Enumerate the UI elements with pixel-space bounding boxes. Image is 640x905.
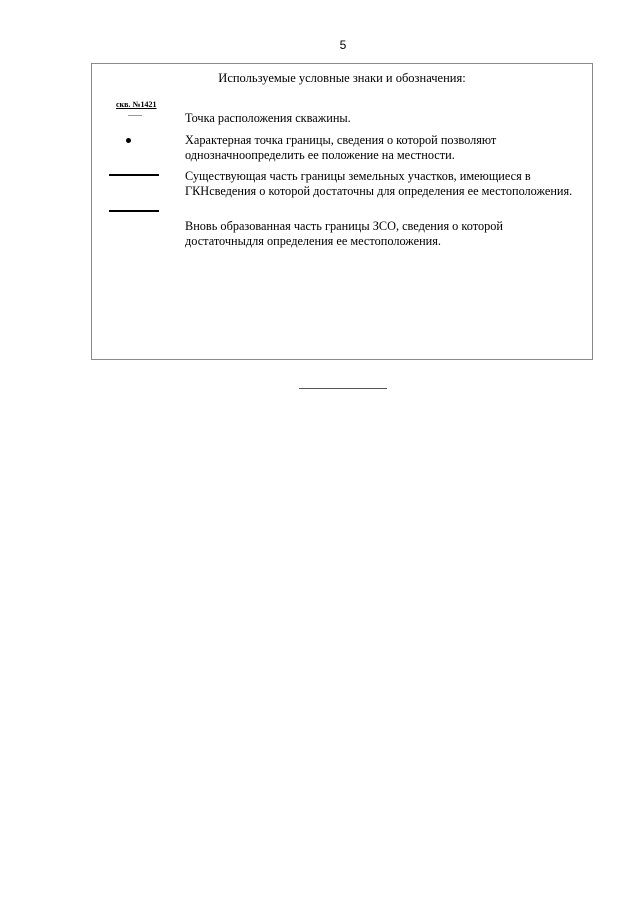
boundary-point-icon — [126, 138, 131, 143]
page-number: 5 — [339, 38, 347, 52]
legend-title: Используемые условные знаки и обозначения: — [218, 71, 466, 85]
new-boundary-line-icon — [109, 210, 159, 212]
legend-entry-well-point: Точка расположения скважины. — [185, 111, 351, 125]
legend-box — [91, 63, 593, 360]
well-symbol-underline — [128, 115, 142, 116]
legend-entry-existing-boundary: Существующая часть границы земельных участков, имеющиеся в ГКНсведения о которой достаточны для определения ее местоположения. — [185, 169, 573, 198]
existing-boundary-line-icon — [109, 174, 159, 176]
legend-entry-boundary-point: Характерная точка границы, сведения о которой позволяют однозначноопределить ее положение на местности. — [185, 133, 497, 162]
legend-entry-new-boundary: Вновь образованная часть границы ЗСО, сведения о которой достаточныдля определения ее местоположения. — [185, 219, 503, 248]
well-symbol-label: скв. №1421 — [116, 100, 157, 109]
footer-divider — [299, 388, 387, 389]
